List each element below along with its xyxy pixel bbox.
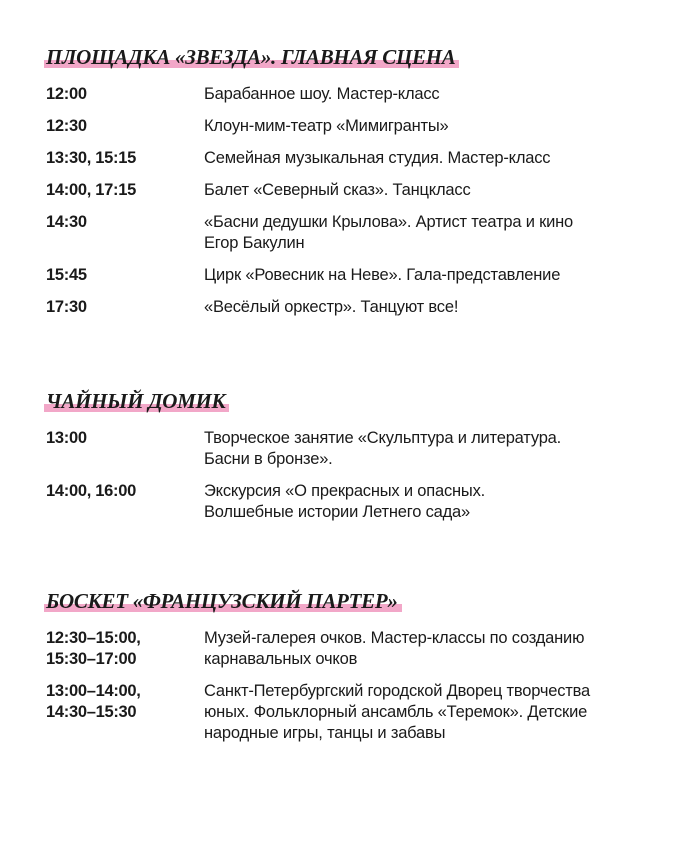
section-zvezda-main-stage: [0, 44, 678, 329]
schedule-description: Балет «Северный сказ». Танцкласс: [204, 181, 471, 199]
schedule-row: [0, 84, 678, 105]
schedule-time: 13:00: [46, 429, 87, 447]
schedule-row: [0, 212, 678, 254]
schedule-time: 14:00, 16:00: [46, 482, 136, 500]
schedule-description: Барабанное шоу. Мастер-класс: [204, 85, 440, 103]
section-tea-house: [0, 388, 678, 534]
schedule-row: [0, 297, 678, 318]
section-heading-wrap: [46, 44, 455, 70]
schedule-time: 12:00: [46, 85, 87, 103]
schedule-row: [0, 628, 678, 670]
schedule-description: Творческое занятие «Скульптура и литература. Басни в бронзе».: [204, 429, 562, 468]
section-heading-wrap: [46, 588, 398, 614]
schedule-description: Экскурсия «О прекрасных и опасных. Волшебные истории Летнего сада»: [204, 482, 485, 521]
schedule-description: Цирк «Ровесник на Неве». Гала-представление: [204, 266, 561, 284]
section-bosket-french-parterre: [0, 588, 678, 755]
schedule-description: «Весёлый оркестр». Танцуют все!: [204, 298, 459, 316]
schedule-time: 12:30–15:00, 15:30–17:00: [46, 629, 141, 668]
schedule-description: Санкт-Петербургский городской Дворец творчества юных. Фольклорный ансамбль «Теремок». Детские народные игры, танцы и забавы: [204, 682, 590, 742]
schedule-description: «Басни дедушки Крылова». Артист театра и кино Егор Бакулин: [204, 213, 574, 252]
schedule-row: [0, 116, 678, 137]
schedule-row: [0, 481, 678, 523]
schedule-list: [0, 84, 678, 318]
schedule-time: 14:00, 17:15: [46, 181, 136, 199]
section-heading: ПЛОЩАДКА «ЗВЕЗДА». ГЛАВНАЯ СЦЕНА: [46, 45, 456, 69]
schedule-description: Музей-галерея очков. Мастер-классы по созданию карнавальных очков: [204, 629, 585, 668]
section-heading: БОСКЕТ «ФРАНЦУЗСКИЙ ПАРТЕР»: [46, 589, 398, 613]
schedule-row: [0, 265, 678, 286]
schedule-list: [0, 428, 678, 523]
schedule-row: [0, 681, 678, 744]
schedule-time: 12:30: [46, 117, 87, 135]
schedule-time: 14:30: [46, 213, 87, 231]
schedule-description: Семейная музыкальная студия. Мастер-класс: [204, 149, 551, 167]
schedule-list: [0, 628, 678, 744]
schedule-time: 13:00–14:00, 14:30–15:30: [46, 682, 141, 721]
section-heading-wrap: [46, 388, 225, 414]
schedule-time: 17:30: [46, 298, 87, 316]
schedule-time: 15:45: [46, 266, 87, 284]
schedule-row: [0, 148, 678, 169]
schedule-time: 13:30, 15:15: [46, 149, 136, 167]
section-heading: ЧАЙНЫЙ ДОМИК: [46, 389, 226, 413]
schedule-description: Клоун-мим-театр «Мимигранты»: [204, 117, 449, 135]
schedule-row: [0, 428, 678, 470]
schedule-row: [0, 180, 678, 201]
